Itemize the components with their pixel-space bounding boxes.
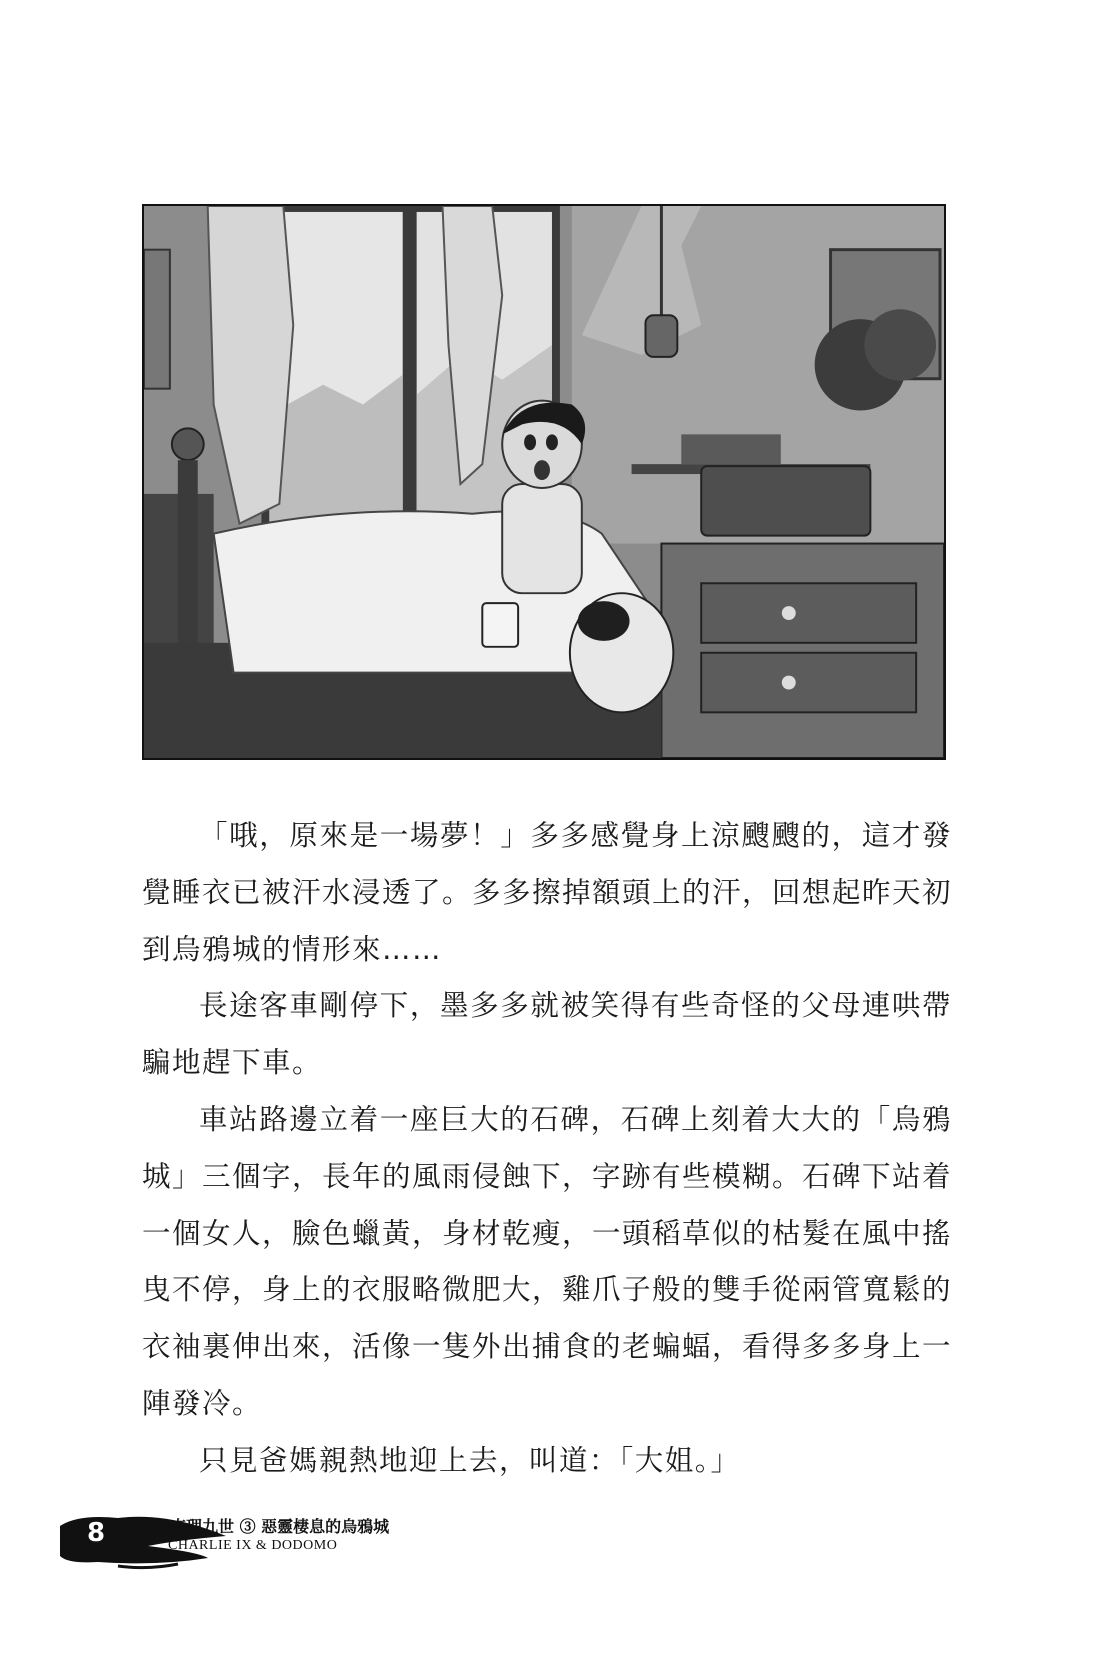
paragraph-3: 車站路邊立着一座巨大的石碑，石碑上刻着大大的「烏鴉城」三個字，長年的風雨侵蝕下，字跡有些模糊。石碑下站着一個女人，臉色蠟黃，身材乾瘦，一頭稻草似的枯髮在風中搖曳不停，身上的衣服略微肥大，雞爪子般的雙手從兩管寬鬆的衣袖裏伸出來，活像一隻外出捕食的老蝙蝠，看得多多身上一陣發冷。 — [142, 1102, 953, 1420]
page-number: 8 — [86, 1518, 106, 1548]
bedroom-scene-image — [144, 206, 944, 758]
page-footer — [58, 1506, 418, 1576]
series-name: CHARLIE IX & DODOMO — [168, 1538, 338, 1553]
paragraph-4: 只見爸媽親熱地迎上去，叫道：「大姐。」 — [199, 1443, 741, 1477]
comic-illustration — [142, 204, 946, 760]
paragraph-1: 「哦，原來是一場夢！」多多感覺身上涼颼颼的，這才發覺睡衣已被汗水浸透了。多多擦掉額頭上的汗，回想起昨天初到烏鴉城的情形來…… — [142, 819, 953, 966]
book-title: 查理九世 ③ 惡靈棲息的烏鴉城 — [170, 1517, 390, 1536]
story-text — [142, 808, 952, 1490]
paragraph-2: 長途客車剛停下，墨多多就被笑得有些奇怪的父母連哄帶騙地趕下車。 — [142, 989, 952, 1080]
